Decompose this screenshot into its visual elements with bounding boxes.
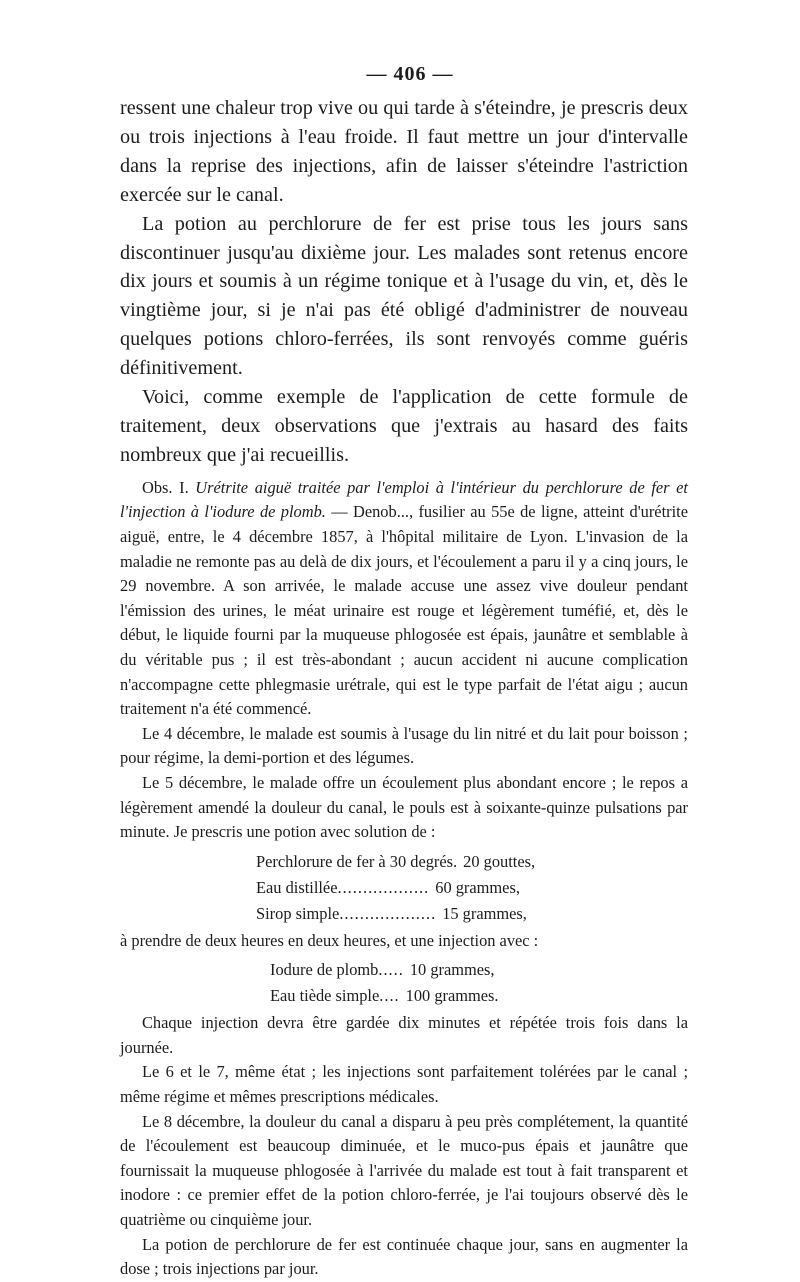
formula-ingredient: Iodure de plomb bbox=[270, 960, 379, 980]
formula-ingredient: Eau distillée bbox=[256, 877, 338, 897]
paragraph-dec-5: Le 5 décembre, le malade offre un écoulement plus abondant encore ; le repos a légèrement amendé la douleur du canal, le pouls est à soixante-quinze pulsations par minute. Je prescris une potion avec solution de : bbox=[120, 772, 688, 842]
formula-quantity: 100 grammes. bbox=[405, 986, 499, 1006]
formula-ingredient: Perchlorure de fer à 30 degrés. bbox=[256, 851, 458, 871]
formula-row bbox=[256, 901, 688, 927]
paragraph-continuation: La potion de perchlorure de fer est continuée chaque jour, sans en augmenter la dose ; trois injections par jour. bbox=[120, 1234, 688, 1279]
formula-row bbox=[270, 983, 688, 1009]
paragraph-injection-duration: Chaque injection devra être gardée dix minutes et répétée trois fois dans la journée. bbox=[120, 1013, 688, 1057]
paragraph-potion: La potion au perchlorure de fer est prise tous les jours sans discontinuer jusqu'au dixième jour. Les malades sont retenus encore dix jours et soumis à un régime tonique et à l'usage du vin, et, dès le vingtième jour, si je n'ai pas été obligé d'administrer de nouveau quelques potions chloro-ferrées, ils sont renvoyés comme guéris définitivement. bbox=[120, 212, 688, 380]
formula-leader: .... bbox=[379, 986, 400, 1006]
formula-ingredient: Eau tiède simple bbox=[270, 986, 380, 1006]
paragraph-dec-8: Le 8 décembre, la douleur du canal a disparu à peu près complétement, la quantité de l'écoulement est beaucoup diminuée, et le muco-pus épais et jaunâtre que fournissait la muqueuse phlogosée à l'arrivée du malade est tout à fait transparent et inodore : ce premier effet de la potion chloro-ferrée, je l'ai toujours observé dès le quatrième ou cinquième jour. bbox=[120, 1111, 688, 1230]
formula-quantity: 60 grammes, bbox=[435, 877, 520, 897]
paragraph-examples-intro: Voici, comme exemple de l'application de cette formule de traitement, deux observations que j'extrais au hasard des faits nombreux que j'ai recueillis. bbox=[120, 386, 688, 466]
formula-injection bbox=[270, 957, 688, 1009]
formula-row bbox=[270, 957, 688, 983]
paragraph-dec-4: Le 4 décembre, le malade est soumis à l'usage du lin nitré et du lait pour boisson ; pour régime, la demi-portion et des légumes. bbox=[120, 723, 688, 768]
formula-leader: .................. bbox=[337, 877, 430, 897]
observation-label: Obs. I. bbox=[142, 477, 189, 497]
formula-leader: ................... bbox=[339, 903, 437, 923]
formula-quantity: 15 grammes, bbox=[442, 903, 527, 923]
formula-quantity: 10 grammes, bbox=[409, 960, 495, 980]
observation-1 bbox=[120, 476, 688, 722]
formula-row bbox=[256, 875, 688, 901]
formula-row bbox=[256, 849, 688, 875]
observation-text: — Denob..., fusilier au 55e de ligne, atteint d'urétrite aiguë, entre, le 4 décembre 1857, à l'hôpital militaire de Lyon. L'invasion de la maladie ne remonte pas au delà de dix jours, et l'écoulement a paru il y a cinq jours, le 29 novembre. A son arrivée, le malade accuse une assez vive douleur pendant l'émission des urines, le méat urinaire est rouge et légèrement tuméfié, et, dès le début, le liquide fourni par la muqueuse phlogosée est épais, jaunâtre et semblable à du véritable pus ; il est très-abondant ; aucun accident ni aucune complication n'accompagne cette phlegmasie urétrale, qui est le type parfait de l'état aigu ; aucun traitement n'a été commencé. bbox=[120, 502, 688, 719]
page-number: — 406 — bbox=[366, 63, 454, 85]
formula-potion bbox=[256, 849, 688, 927]
paragraph-dec-6-7: Le 6 et le 7, même état ; les injections sont parfaitement tolérées par le canal ; même régime et mêmes prescriptions médicales. bbox=[120, 1062, 688, 1107]
formula-leader: ..... bbox=[378, 960, 404, 980]
formula-quantity: 20 gouttes, bbox=[463, 851, 536, 871]
paragraph-injections-cold: ressent une chaleur trop vive ou qui tarde à s'éteindre, je prescris deux ou trois injections à l'eau froide. Il faut mettre un jour d'intervalle dans la reprise des injections, afin de laisser s'éteindre l'astriction exercée sur le canal. bbox=[120, 97, 688, 206]
formula-ingredient: Sirop simple bbox=[256, 903, 340, 923]
paragraph-dosage: à prendre de deux heures en deux heures, et une injection avec : bbox=[120, 930, 539, 950]
observation-title: Urétrite aiguë traitée par l'emploi à l'intérieur du perchlorure de fer et l'injection à l'iodure de plomb. bbox=[120, 477, 688, 522]
